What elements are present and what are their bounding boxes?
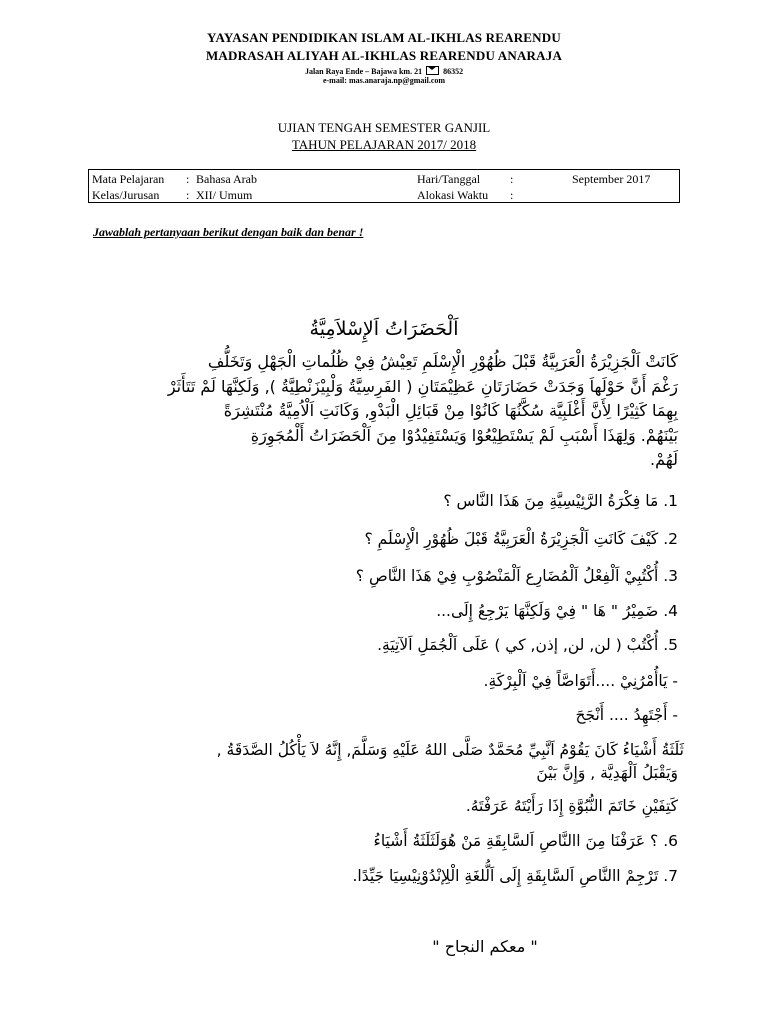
question-1: 1. مَا فِكْرَةُ الرَّئِيْسِيَّةِ مِنَ هَذَا النَّاس ؟ — [443, 492, 678, 510]
question-7: 7. تَرْجِمْ االنَّاصِ اَلسَّابِقَةِ إِلَى اَلُّلغَةِ الْلِإنْدُوْنِيْسِيَا جَيِّدًا. — [352, 867, 678, 885]
passage-2-line-1: ثَلَثَةُ أَشْيَاءُ كَانَ يَقُوْمُ اَنَّبِيِّ مُحَمَّدٌ صَلَّى اللهُ عَلَيْهِ وَسَلَّمَ, إِنَّهُ لاَ يَأْكُلُ الصَّدَقَةُ , — [216, 741, 684, 759]
address-postcode: 86352 — [443, 67, 464, 76]
passage-2-line-3: كَتِفَيْنِ خَاتَمَ النُّبُوَّةِ إِذَا رَأَيْتَهُ عَرَفْتَهُ. — [465, 797, 678, 815]
instruction-text: Jawablah pertanyaan berikut dengan baik dan benar ! — [93, 225, 364, 239]
class-value: XII/ Umum — [196, 188, 253, 202]
reading-title: اَلْحَضَرَاتُ اَلإِسْلاَمِيَّةُ — [309, 318, 459, 340]
day-value: September 2017 — [572, 172, 651, 186]
envelope-icon — [426, 66, 439, 75]
address-street: Jalan Raya Ende – Bajawa km. 21 — [304, 67, 423, 76]
exam-info-box — [88, 169, 680, 203]
subject-value: Bahasa Arab — [196, 172, 257, 186]
class-sep: : — [186, 188, 190, 202]
passage-line: رَغْمَ أَنَّ حَوْلَهاَ وَجَدَتْ حَضَارَتَانِ عَظِيْمَتَانِ ( الفَرِسِيَّةُ وَلْبِيْزَنْطِيَّةُ ), وَلَكِنَّهَا لَمْ تَتَأَثَرْ — [167, 376, 678, 396]
reading-passage — [90, 350, 678, 473]
closing-greeting: " معكم النجاح " — [432, 937, 538, 956]
question-2: 2. كَيْفَ كَانَتِ اَلْجَزِيْرَةُ الْعَرَبِيَّةُ قَبْلَ ظُهُوْرِ الْإِسْلَمِ ؟ — [364, 530, 678, 548]
subject-label: Mata Pelajaran — [92, 172, 165, 186]
passage-2-line-2: وَيَقْبَلُ اَلْهَدِيَّة , وَإِنَّ بَيْنَ — [536, 764, 678, 782]
passage-line: لَهُمْ. — [650, 450, 678, 469]
class-label: Kelas/Jurusan — [92, 188, 160, 202]
day-label: Hari/Tanggal — [417, 172, 481, 186]
exam-title: UJIAN TENGAH SEMESTER GANJIL — [277, 120, 491, 135]
subject-sep: : — [186, 172, 190, 186]
school-name: MADRASAH ALIYAH AL-IKHLAS REARENDU ANARAJA — [205, 48, 563, 63]
passage-line: بَيْنَهُمْ. وَلِهَذَا أَسْبَبِ لَمْ يَسْتَطِيْعُوْا وَيَسْتَفِيْدُوْا مِنَ اَلْحَضَرَاتُ أَلْمُجَوِرَةِ — [250, 425, 678, 445]
passage-line: بِهِمَا كَثِيْرًا لِأَنَّ أَغْلَبِيَّة سُكَّنُهَا كَانُوْا مِنْ قَبَائِلِ الْبَدْوِ, وَكَانَتِ اَلْاُمِيَّةُ مُنْتَشِرَةً — [223, 401, 678, 420]
school-email: e-mail: mas.anaraja.np@gmail.com — [322, 76, 446, 85]
question-5b: - أَجْتَهِدُ .... أَنْجَحَ — [575, 706, 678, 724]
question-6: 6. ؟ عَرَفْنَا مِنَ االنَّاصِ اَلسَّابِقَةِ مَنْ هُوَلَثَلَثَةُ أَشْيَاءُ — [373, 832, 678, 850]
question-4: 4. ضَمِيْرُ " هَا " فِيْ وَلَكِنَّهَا يَرْجِعُ إِلَى... — [436, 602, 678, 620]
question-5a: - يَاأُمْرُنِيْ ....أَتَوَاصَّاً فِيْ اَلْبِرْكَةِ. — [483, 672, 678, 690]
question-5: 5. أُكْتُبْ ( لن, لن, إذن, كي ) عَلَى اَلْجُمَلِ اَلآتِيَةِ. — [377, 636, 678, 654]
passage-line: كَانَتْ اَلْجَزِيْرَةُ الْعَرَبِيَّةُ قَبْلَ ظُهُوْرِ الْإِسْلَمِ تَعِيْشُ فِيْ ظُلُماتِ الْجَهْلِ وَتَخَلُّفِ — [207, 352, 678, 371]
exam-year: TAHUN PELAJARAN 2017/ 2018 — [291, 137, 477, 152]
question-3: 3. أُكْتُبِيْ اَلْفِعْلُ اَلْمُضَارِع اَلْمَنْصُوْبِ فِيْ هَذَا النَّاصِ ؟ — [355, 567, 678, 585]
school-address — [0, 66, 768, 76]
time-sep: : — [510, 188, 514, 202]
time-label: Alokasi Waktu — [417, 188, 489, 202]
foundation-name: YAYASAN PENDIDIKAN ISLAM AL-IKHLAS REARENDU — [207, 30, 561, 45]
day-sep: : — [510, 172, 514, 186]
